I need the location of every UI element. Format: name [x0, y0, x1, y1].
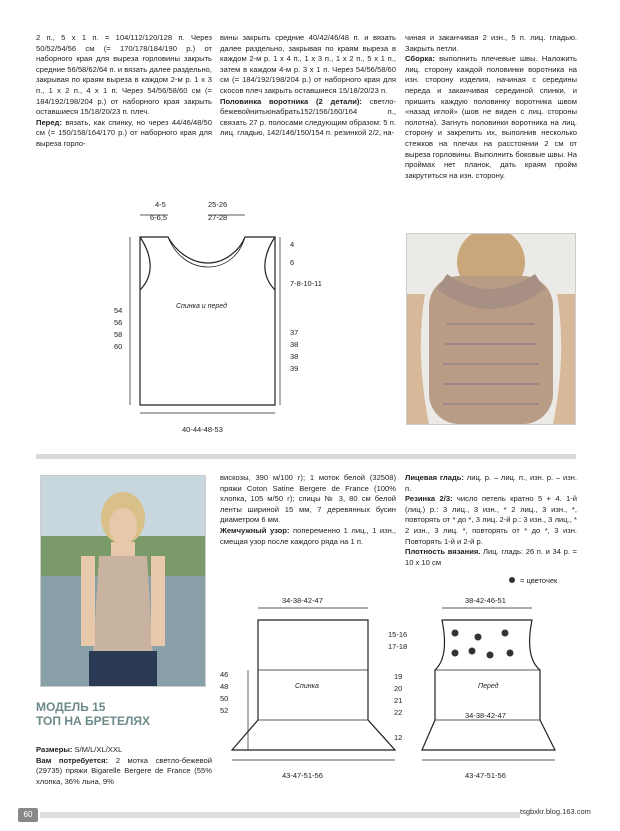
back-left-dim: 52: [220, 706, 229, 715]
text-column-6: [405, 473, 577, 568]
dim-right-1: 4: [290, 240, 295, 249]
density-text: Лиц. гладь: 26 п. и 34 р. = 10 х 10 см: [405, 547, 577, 567]
back-left-dim: 46: [220, 670, 229, 679]
flower-icon: [507, 650, 514, 657]
paragraph: [220, 526, 396, 547]
back-left-dim: 50: [220, 694, 229, 703]
text-column-1: [36, 33, 212, 150]
text-column-3: [405, 33, 577, 181]
paragraph: 2 п., 5 х 1 п. = 104/112/120/128 п. Через 50/52/54/56 см (= 170/178/184/190 р.) от наборного края для выреза горловины закрыть средние 56/58/62/64 п. и вязать далее раздельно, закрывая по краям выреза в каждом 2-м р. 1 х 3 п., 1 х 2 п., 4 х 1 п. Через 54/56/58/60 см (= 184/192/198/204 р.) от наборного края закрыть оставшиеся 15/18/20/23 п. плеч.: [36, 33, 212, 117]
dim-right-height: 38: [290, 340, 299, 349]
paragraph: [405, 473, 577, 494]
front-bottom-dim: 43-47-51-56: [465, 771, 506, 780]
flower-icon: [469, 648, 476, 655]
watermark-text: tsgbxkr.blog.163.com: [520, 807, 591, 816]
mid-dim: 21: [394, 696, 403, 705]
stockinette-text: лиц. р. – лиц. п., изн. р. – изн. п.: [405, 473, 577, 493]
text-column-4: [36, 745, 212, 787]
dim-right-height: 38: [290, 352, 299, 361]
paragraph: [36, 118, 212, 150]
sizes-heading: Размеры:: [36, 745, 73, 754]
flower-legend-icon: [509, 577, 515, 583]
diagram-label: Спинка и перед: [176, 303, 227, 310]
mid-dim: 17-18: [388, 642, 408, 651]
paragraph: [405, 547, 577, 568]
model-number: МОДЕЛЬ 15: [36, 700, 106, 714]
back-bottom-dim: 43-47-51-56: [282, 771, 323, 780]
sizes-text: S/M/L/XL/XXL: [72, 745, 123, 754]
back-left-dim: 48: [220, 682, 229, 691]
model-name: ТОП НА БРЕТЕЛЯХ: [36, 714, 151, 728]
pearl-text: попеременно 1 лиц., 1 изн., смещая узор после каждого ряда на 1 п.: [220, 525, 397, 546]
dim-right-height: 37: [290, 328, 299, 337]
text-column-2: [220, 33, 396, 139]
front-mid-dim: 34-38-42-47: [465, 711, 506, 720]
materials-heading: Вам потребуется:: [36, 755, 109, 765]
rib-heading: Резинка 2/3:: [405, 494, 453, 504]
photo-image: [407, 234, 575, 424]
front-text: вязать, как спинку, но через 44/46/48/50 см (= 150/158/164/170 р.) от наборного края для выреза горло-: [36, 117, 212, 148]
mid-dim: 15-16: [388, 630, 408, 639]
back-label: Спинка: [295, 683, 319, 690]
dim-right-height: 39: [290, 364, 299, 373]
paragraph: [405, 54, 577, 181]
paragraph: вины закрыть средние 40/42/46/48 п. и вязать далее раздельно, закрывая по краям выреза в каждом 2-м р. 1 х 4 п., 1 х 3 п., 1 х 2 п., 5 х 1 п., затем в каждом 4-м р. 3 х 1 п. Через 54/56/58/60 см (= 184/192/198/204 р.) от наборного края для скосов плеч закрыть оставшиеся 15/18/20/23 п.: [220, 33, 396, 95]
footer-bar: [40, 812, 520, 818]
dim-bottom: 40-44-48-53: [182, 425, 223, 434]
rib-text: число петель кратно 5 + 4. 1-й (лиц.) р.: 3 лиц., 3 изн., * 2 лиц., 3 изн., *, повторять от * до *, 3 лиц. 2-й р.: 3 изн., 3 лиц., * 2 изн., 3 лиц. *, повторять от * до *, 3 изн. Повторять 1-й и 2-й р.: [405, 494, 577, 546]
flower-icon: [452, 630, 459, 637]
section-divider: [36, 454, 576, 459]
collar-text: светло-бежевойнитьюнабрать152/156/160/164 п., связать 27 р. полосами следующим образом: 5 п. лиц. гладью, 142/146/150/154 п. резинкой 2/2, на-: [220, 96, 396, 138]
flower-icon: [502, 630, 509, 637]
pearl-heading: Жемчужный узор:: [220, 525, 290, 535]
front-label: Перед: [478, 683, 499, 690]
stockinette-heading: Лицевая гладь:: [405, 473, 464, 482]
density-heading: Плотность вязания.: [405, 547, 481, 557]
dim-left-height: 58: [114, 330, 123, 339]
model-title: [36, 700, 150, 728]
flower-icon: [487, 652, 494, 659]
paragraph: [405, 494, 577, 547]
text-column-5: [220, 473, 396, 547]
assembly-text: выполнить плечевые швы. Наложить лиц. сторону каждой половинки воротника на изн. сторону изделия, начиная с середины переда и заканчивая серединой спинки, и пришить каждую половинку воротника швом «назад иглой» (шов не виден с лиц. стороны полотна). Загнуть половинки воротника на лиц. сторону и закрепить их, выполнив несколько стежков на плечах на расстоянии 2 см от выреза горловины. Выполнить боковые швы. На проймах нет планок, дать краям пройм закрутиться на изн. сторону.: [405, 54, 577, 180]
dim-top-left-1: 4-5: [155, 200, 166, 209]
paragraph: [36, 745, 212, 756]
assembly-heading: Сборка:: [405, 54, 435, 64]
materials-text: 2 мотка светло-бежевой (29735) пряжи Bigarelle Bergere de France (55% хлопка, 36% льна, 9%: [36, 755, 213, 786]
photo-image: [41, 476, 205, 686]
back-top-dim: 34-38-42-47: [282, 596, 323, 605]
dim-right-3: 7-8-10-11: [290, 279, 322, 288]
mid-dim: 19: [394, 672, 403, 681]
dim-top-left-2: 6-6,5: [150, 213, 168, 222]
dim-left-height: 60: [114, 342, 123, 351]
flower-icon: [452, 650, 459, 657]
dim-top-right-1: 25-26: [208, 200, 228, 209]
photo-model: [40, 475, 206, 687]
paragraph: [220, 97, 396, 139]
dim-left-height: 54: [114, 306, 123, 315]
paragraph: вискозы, 390 м/100 г); 1 моток белой (32508) пряжи Coton Satine Bergere de France (100% хлопка, 105 м/50 г); спицы № 3, 80 см белой ленты шириной 15 мм, 7 деревянных бусин диаметром 6 мм.: [220, 473, 396, 525]
photo-collar-back: [406, 233, 576, 425]
collar-heading: Половинка воротника (2 детали):: [220, 96, 362, 106]
pattern-diagram-bottom: [210, 575, 580, 800]
paragraph: чиная и заканчивая 2 изн., 5 п. лиц. гладью. Закрыть петли.: [405, 33, 577, 53]
mid-dim: 20: [394, 684, 403, 693]
flower-icon: [475, 634, 482, 641]
page-number: 60: [18, 808, 38, 822]
front-top-dim: 38-42-46-51: [465, 596, 506, 605]
mid-dim: 12: [394, 733, 403, 742]
front-heading: Перед:: [36, 117, 62, 127]
paragraph: [36, 756, 212, 788]
legend-text: = цветочек: [520, 576, 558, 585]
dim-top-right-2: 27-28: [208, 213, 228, 222]
dim-right-2: 6: [290, 258, 295, 267]
pattern-diagram-top: [100, 195, 350, 440]
mid-dim: 22: [394, 708, 403, 717]
dim-left-height: 56: [114, 318, 123, 327]
